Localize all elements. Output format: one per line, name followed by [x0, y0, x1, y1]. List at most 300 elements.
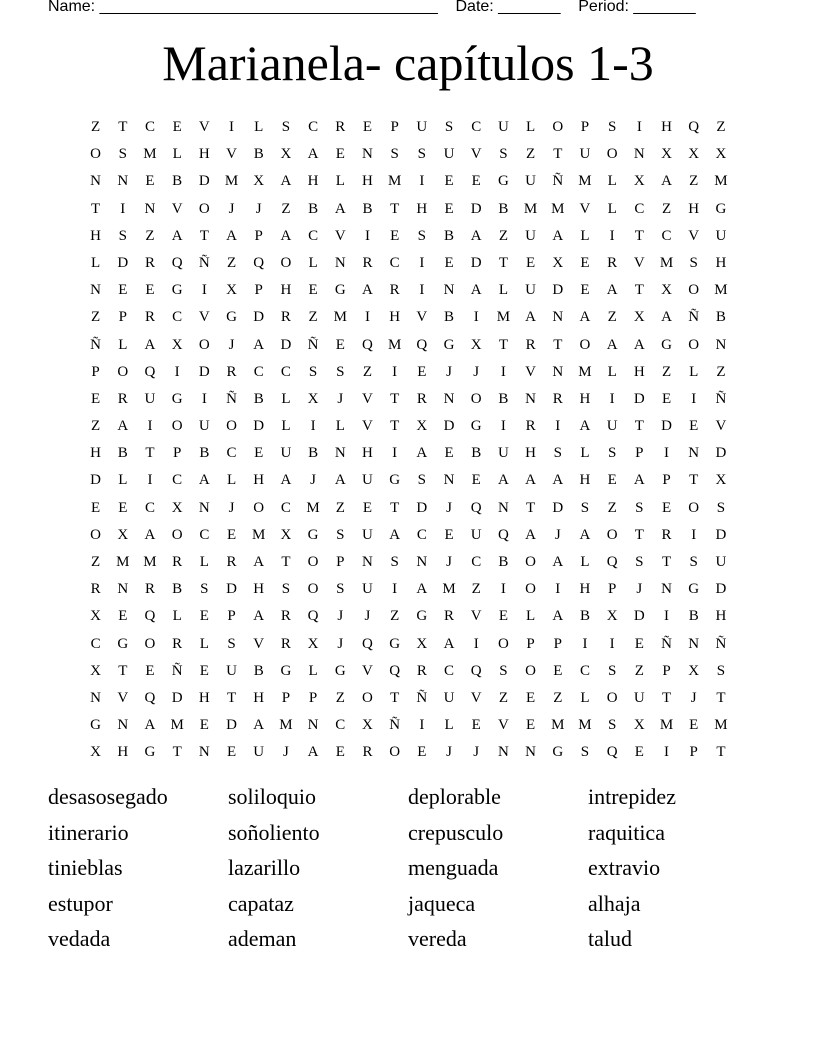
grid-letter: A: [552, 554, 564, 570]
grid-letter: I: [120, 200, 126, 217]
grid-letter: L: [199, 635, 209, 652]
grid-letter: Q: [144, 608, 156, 625]
grid-letter: H: [90, 445, 102, 462]
grid-letter: M: [387, 173, 402, 190]
grid-letter: Q: [606, 744, 618, 761]
grid-letter: Z: [471, 581, 481, 598]
grid-letter: I: [364, 227, 370, 244]
grid-letter: R: [416, 390, 427, 407]
grid-letter: N: [362, 554, 373, 570]
grid-letter: E: [634, 744, 644, 761]
grid-letter: I: [664, 608, 670, 625]
grid-letter: L: [172, 608, 182, 625]
grid-row: [82, 250, 735, 277]
grid-letter: I: [500, 581, 506, 598]
grid-letter: E: [634, 635, 644, 652]
grid-letter: M: [279, 717, 293, 734]
grid-letter: X: [416, 418, 428, 435]
grid-letter: R: [117, 390, 128, 407]
grid-letter: U: [443, 146, 455, 163]
grid-letter: A: [198, 472, 210, 489]
grid-letter: T: [145, 445, 155, 462]
grid-letter: V: [633, 254, 645, 271]
grid-letter: E: [390, 227, 400, 244]
grid-letter: C: [308, 227, 319, 244]
grid-letter: G: [226, 309, 237, 326]
grid-letter: A: [389, 526, 401, 543]
grid-letter: N: [198, 744, 210, 761]
grid-letter: L: [118, 336, 128, 353]
grid-letter: Z: [553, 689, 563, 706]
grid-letter: A: [525, 472, 537, 489]
grid-letter: M: [143, 146, 157, 163]
word-bank-item: tinieblas: [48, 855, 123, 880]
grid-letter: X: [90, 608, 102, 625]
grid-letter: R: [144, 254, 155, 271]
header-fields: Name: ______________________________________ Date: _______ Period: _______: [48, 0, 696, 15]
grid-letter: C: [172, 309, 183, 326]
grid-letter: D: [90, 472, 102, 489]
grid-letter: X: [688, 146, 700, 163]
grid-letter: U: [198, 418, 210, 435]
grid-letter: G: [497, 173, 509, 190]
grid-letter: N: [334, 254, 346, 271]
grid-letter: A: [525, 309, 537, 326]
grid-letter: Z: [689, 173, 699, 190]
grid-letter: N: [90, 689, 102, 706]
grid-letter: I: [582, 635, 588, 652]
grid-letter: O: [171, 418, 183, 435]
grid-letter: S: [607, 662, 617, 679]
grid-letter: P: [91, 363, 100, 380]
grid-letter: O: [198, 336, 210, 353]
grid-letter: N: [198, 499, 210, 516]
grid-letter: E: [444, 445, 454, 462]
grid-letter: U: [525, 282, 537, 299]
grid-letter: O: [552, 119, 564, 135]
grid-letter: C: [172, 472, 183, 489]
grid-row: [82, 685, 735, 712]
grid-letter: U: [525, 173, 537, 190]
grid-letter: X: [280, 146, 292, 163]
grid-letter: C: [389, 254, 400, 271]
grid-letter: B: [172, 173, 183, 190]
grid-letter: Ñ: [552, 173, 564, 190]
grid-letter: X: [688, 662, 700, 679]
grid-letter: A: [552, 472, 564, 489]
grid-letter: I: [500, 418, 506, 435]
grid-letter: A: [362, 282, 373, 299]
grid-letter: O: [525, 662, 537, 679]
word-bank-item: alhaja: [588, 890, 641, 916]
grid-letter: H: [688, 200, 700, 217]
grid-letter: A: [226, 227, 237, 244]
grid-letter: S: [308, 363, 318, 380]
grid-row: [82, 739, 735, 766]
grid-letter: E: [226, 526, 237, 543]
grid-letter: A: [497, 472, 509, 489]
grid-letter: A: [606, 282, 618, 299]
word-bank-item: soliloquio: [228, 784, 317, 809]
grid-letter: P: [390, 119, 399, 135]
grid-letter: Z: [362, 363, 373, 380]
grid-letter: N: [552, 363, 564, 380]
grid-letter: L: [118, 472, 128, 489]
grid-letter: S: [635, 554, 644, 570]
grid-letter: X: [606, 608, 618, 625]
grid-letter: Q: [497, 526, 509, 543]
grid-letter: C: [634, 200, 645, 217]
grid-letter: L: [444, 717, 454, 734]
grid-letter: C: [90, 635, 101, 652]
grid-letter: A: [280, 227, 292, 244]
grid-letter: Ñ: [715, 635, 727, 652]
grid-letter: P: [172, 445, 182, 462]
grid-letter: U: [470, 526, 482, 543]
grid-letter: M: [578, 173, 592, 190]
grid-letter: O: [198, 200, 210, 217]
grid-letter: S: [281, 581, 291, 598]
grid-letter: I: [609, 635, 615, 652]
grid-letter: V: [198, 309, 210, 326]
grid-letter: O: [171, 526, 183, 543]
grid-row: [82, 495, 735, 522]
grid-letter: D: [470, 200, 482, 217]
grid-letter: R: [389, 282, 400, 299]
grid-letter: Z: [91, 119, 101, 135]
grid-letter: Q: [470, 499, 482, 516]
grid-letter: I: [201, 282, 207, 299]
grid-letter: S: [607, 717, 617, 734]
grid-letter: R: [661, 526, 672, 543]
grid-letter: H: [307, 173, 319, 190]
grid-letter: E: [444, 254, 454, 271]
grid-letter: I: [419, 717, 425, 734]
grid-letter: E: [199, 717, 209, 734]
grid-letter: O: [280, 254, 292, 271]
grid-letter: R: [552, 390, 563, 407]
grid-row: [82, 386, 735, 413]
grid-row: [82, 413, 735, 440]
grid-letter: E: [526, 254, 536, 271]
grid-letter: E: [254, 445, 264, 462]
grid-letter: D: [171, 689, 183, 706]
grid-letter: V: [253, 635, 265, 652]
grid-letter: N: [661, 581, 672, 598]
grid-letter: N: [525, 390, 537, 407]
grid-letter: L: [172, 146, 182, 163]
grid-letter: V: [226, 146, 237, 163]
grid-letter: I: [609, 390, 615, 407]
grid-letter: Q: [688, 119, 700, 135]
grid-letter: O: [525, 581, 537, 598]
word-bank-item: raquitica: [588, 819, 665, 845]
grid-letter: E: [91, 499, 101, 516]
grid-letter: P: [635, 445, 644, 462]
grid-letter: M: [224, 173, 239, 190]
grid-row: [82, 712, 735, 739]
grid-letter: G: [117, 635, 129, 652]
grid-letter: Z: [607, 499, 617, 516]
grid-letter: N: [688, 635, 700, 652]
grid-letter: Z: [91, 418, 101, 435]
grid-letter: C: [253, 363, 264, 380]
grid-letter: M: [306, 499, 320, 516]
grid-row: [82, 658, 735, 685]
grid-letter: Z: [526, 146, 536, 163]
grid-letter: S: [417, 146, 427, 163]
word-bank-item: talud: [588, 926, 632, 951]
grid-letter: T: [226, 689, 237, 706]
word-bank: [48, 780, 768, 958]
grid-letter: V: [198, 119, 210, 135]
grid-letter: V: [416, 309, 428, 326]
grid-letter: M: [116, 554, 130, 570]
grid-letter: E: [335, 744, 345, 761]
grid-letter: S: [417, 227, 427, 244]
grid-letter: E: [145, 173, 155, 190]
grid-letter: N: [443, 282, 455, 299]
grid-letter: A: [633, 336, 645, 353]
grid-letter: N: [633, 146, 645, 163]
grid-letter: S: [607, 119, 617, 135]
grid-letter: N: [307, 717, 319, 734]
grid-row: [82, 114, 735, 141]
grid-letter: H: [362, 173, 373, 190]
grid-letter: Q: [606, 554, 618, 570]
grid-letter: I: [147, 472, 153, 489]
grid-letter: B: [579, 608, 590, 625]
grid-letter: J: [364, 608, 371, 625]
grid-letter: P: [607, 581, 617, 598]
grid-letter: I: [609, 227, 615, 244]
grid-letter: T: [689, 472, 699, 489]
grid-letter: G: [389, 472, 401, 489]
grid-letter: H: [280, 282, 292, 299]
grid-letter: L: [580, 554, 590, 570]
grid-letter: G: [443, 336, 455, 353]
grid-letter: E: [444, 200, 454, 217]
grid-letter: T: [390, 418, 400, 435]
grid-row: [82, 168, 735, 195]
grid-letter: R: [90, 581, 101, 598]
grid-letter: E: [607, 472, 617, 489]
grid-letter: Ñ: [389, 717, 401, 734]
grid-row: [82, 196, 735, 223]
grid-letter: D: [253, 418, 265, 435]
grid-letter: L: [281, 418, 291, 435]
grid-letter: S: [553, 445, 562, 462]
grid-letter: I: [691, 390, 697, 407]
grid-letter: T: [716, 689, 726, 706]
grid-letter: Z: [91, 309, 101, 326]
grid-letter: U: [579, 146, 591, 163]
grid-letter: A: [470, 227, 482, 244]
grid-letter: Z: [634, 662, 644, 679]
grid-letter: L: [526, 119, 536, 135]
grid-letter: N: [552, 309, 564, 326]
grid-letter: X: [470, 336, 482, 353]
grid-letter: B: [199, 445, 210, 462]
grid-letter: E: [526, 689, 536, 706]
grid-letter: V: [362, 418, 373, 435]
grid-letter: J: [446, 499, 452, 516]
grid-letter: E: [145, 282, 155, 299]
grid-letter: M: [659, 717, 674, 734]
grid-letter: R: [525, 336, 536, 353]
grid-letter: A: [253, 336, 265, 353]
grid-letter: E: [661, 390, 672, 407]
grid-letter: X: [715, 146, 727, 163]
grid-letter: E: [118, 282, 128, 299]
grid-letter: T: [172, 744, 182, 761]
grid-letter: O: [688, 336, 700, 353]
grid-letter: Ñ: [307, 336, 319, 353]
grid-letter: P: [662, 662, 671, 679]
grid-letter: Ñ: [661, 635, 672, 652]
grid-letter: T: [199, 227, 209, 244]
grid-letter: G: [280, 662, 292, 679]
grid-letter: U: [497, 445, 509, 462]
grid-letter: A: [334, 472, 346, 489]
grid-letter: B: [498, 390, 509, 407]
grid-letter: S: [499, 662, 508, 679]
grid-letter: C: [308, 119, 319, 135]
grid-letter: X: [661, 282, 672, 299]
grid-letter: S: [336, 363, 345, 380]
grid-letter: Z: [91, 554, 101, 570]
grid-letter: P: [580, 119, 590, 135]
grid-letter: I: [392, 363, 398, 380]
grid-letter: U: [253, 744, 265, 761]
grid-letter: I: [664, 744, 670, 761]
grid-letter: B: [308, 445, 319, 462]
grid-row: [82, 440, 735, 467]
word-bank-item: extravio: [588, 855, 661, 880]
grid-letter: P: [526, 635, 535, 652]
grid-letter: S: [200, 581, 209, 598]
grid-letter: C: [471, 119, 482, 135]
grid-letter: M: [659, 254, 674, 271]
grid-letter: X: [307, 390, 319, 407]
grid-letter: A: [416, 581, 428, 598]
grid-letter: N: [443, 390, 455, 407]
grid-letter: Q: [171, 254, 183, 271]
grid-letter: Z: [281, 200, 291, 217]
grid-letter: R: [607, 254, 618, 271]
grid-letter: E: [689, 717, 699, 734]
grid-letter: M: [333, 309, 347, 326]
grid-letter: X: [633, 173, 645, 190]
grid-letter: A: [307, 146, 319, 163]
grid-letter: V: [362, 662, 373, 679]
grid-letter: T: [390, 499, 400, 516]
grid-letter: H: [579, 581, 591, 598]
grid-letter: A: [253, 608, 265, 625]
grid-letter: A: [552, 608, 564, 625]
grid-letter: V: [470, 146, 482, 163]
grid-letter: O: [606, 526, 618, 543]
grid-letter: G: [334, 282, 346, 299]
grid-letter: P: [281, 689, 291, 706]
grid-letter: I: [664, 445, 670, 462]
grid-letter: H: [579, 390, 591, 407]
grid-letter: I: [364, 309, 370, 326]
word-bank-item: deplorable: [408, 784, 501, 809]
grid-letter: V: [362, 390, 373, 407]
grid-letter: B: [498, 200, 509, 217]
grid-letter: V: [688, 227, 700, 244]
grid-letter: T: [118, 119, 128, 135]
grid-letter: Z: [335, 689, 345, 706]
grid-letter: E: [118, 499, 128, 516]
grid-letter: V: [117, 689, 129, 706]
grid-letter: U: [416, 119, 428, 135]
word-bank-item: crepusculo: [408, 819, 504, 845]
grid-letter: Ñ: [171, 662, 183, 679]
grid-letter: G: [715, 200, 727, 217]
grid-letter: G: [688, 581, 700, 598]
grid-letter: S: [580, 744, 590, 761]
grid-letter: A: [144, 336, 156, 353]
grid-letter: T: [661, 689, 672, 706]
grid-letter: E: [226, 744, 237, 761]
grid-letter: B: [688, 608, 699, 625]
grid-letter: I: [174, 363, 180, 380]
grid-letter: O: [117, 363, 129, 380]
grid-letter: U: [362, 526, 373, 543]
grid-letter: X: [715, 472, 727, 489]
grid-letter: H: [715, 254, 727, 271]
grid-letter: M: [523, 200, 538, 217]
grid-letter: S: [390, 554, 399, 570]
word-bank-item: lazarillo: [228, 855, 301, 880]
grid-letter: V: [497, 717, 509, 734]
grid-letter: T: [634, 418, 644, 435]
grid-letter: X: [253, 173, 265, 190]
grid-letter: T: [390, 200, 400, 217]
grid-letter: R: [280, 309, 291, 326]
grid-letter: E: [661, 499, 672, 516]
grid-row: [82, 631, 735, 658]
grid-letter: J: [473, 744, 480, 761]
grid-letter: N: [416, 554, 428, 570]
grid-letter: L: [689, 363, 699, 380]
grid-row: [82, 223, 735, 250]
grid-letter: U: [280, 445, 292, 462]
grid-letter: C: [335, 717, 346, 734]
grid-letter: S: [716, 662, 726, 679]
grid-letter: T: [91, 200, 101, 217]
grid-letter: L: [254, 119, 264, 135]
grid-letter: T: [498, 254, 508, 271]
grid-letter: J: [446, 744, 452, 761]
grid-letter: D: [280, 336, 292, 353]
grid-letter: R: [226, 554, 237, 570]
grid-letter: M: [551, 200, 565, 217]
grid-letter: A: [579, 526, 591, 543]
grid-letter: S: [689, 254, 698, 271]
grid-letter: J: [473, 363, 480, 380]
grid-letter: T: [281, 554, 291, 570]
grid-letter: D: [416, 499, 428, 516]
grid-letter: C: [661, 227, 672, 244]
grid-row: [82, 332, 735, 359]
grid-letter: S: [336, 581, 345, 598]
grid-letter: X: [416, 635, 428, 652]
grid-letter: A: [416, 445, 428, 462]
grid-letter: L: [335, 173, 345, 190]
